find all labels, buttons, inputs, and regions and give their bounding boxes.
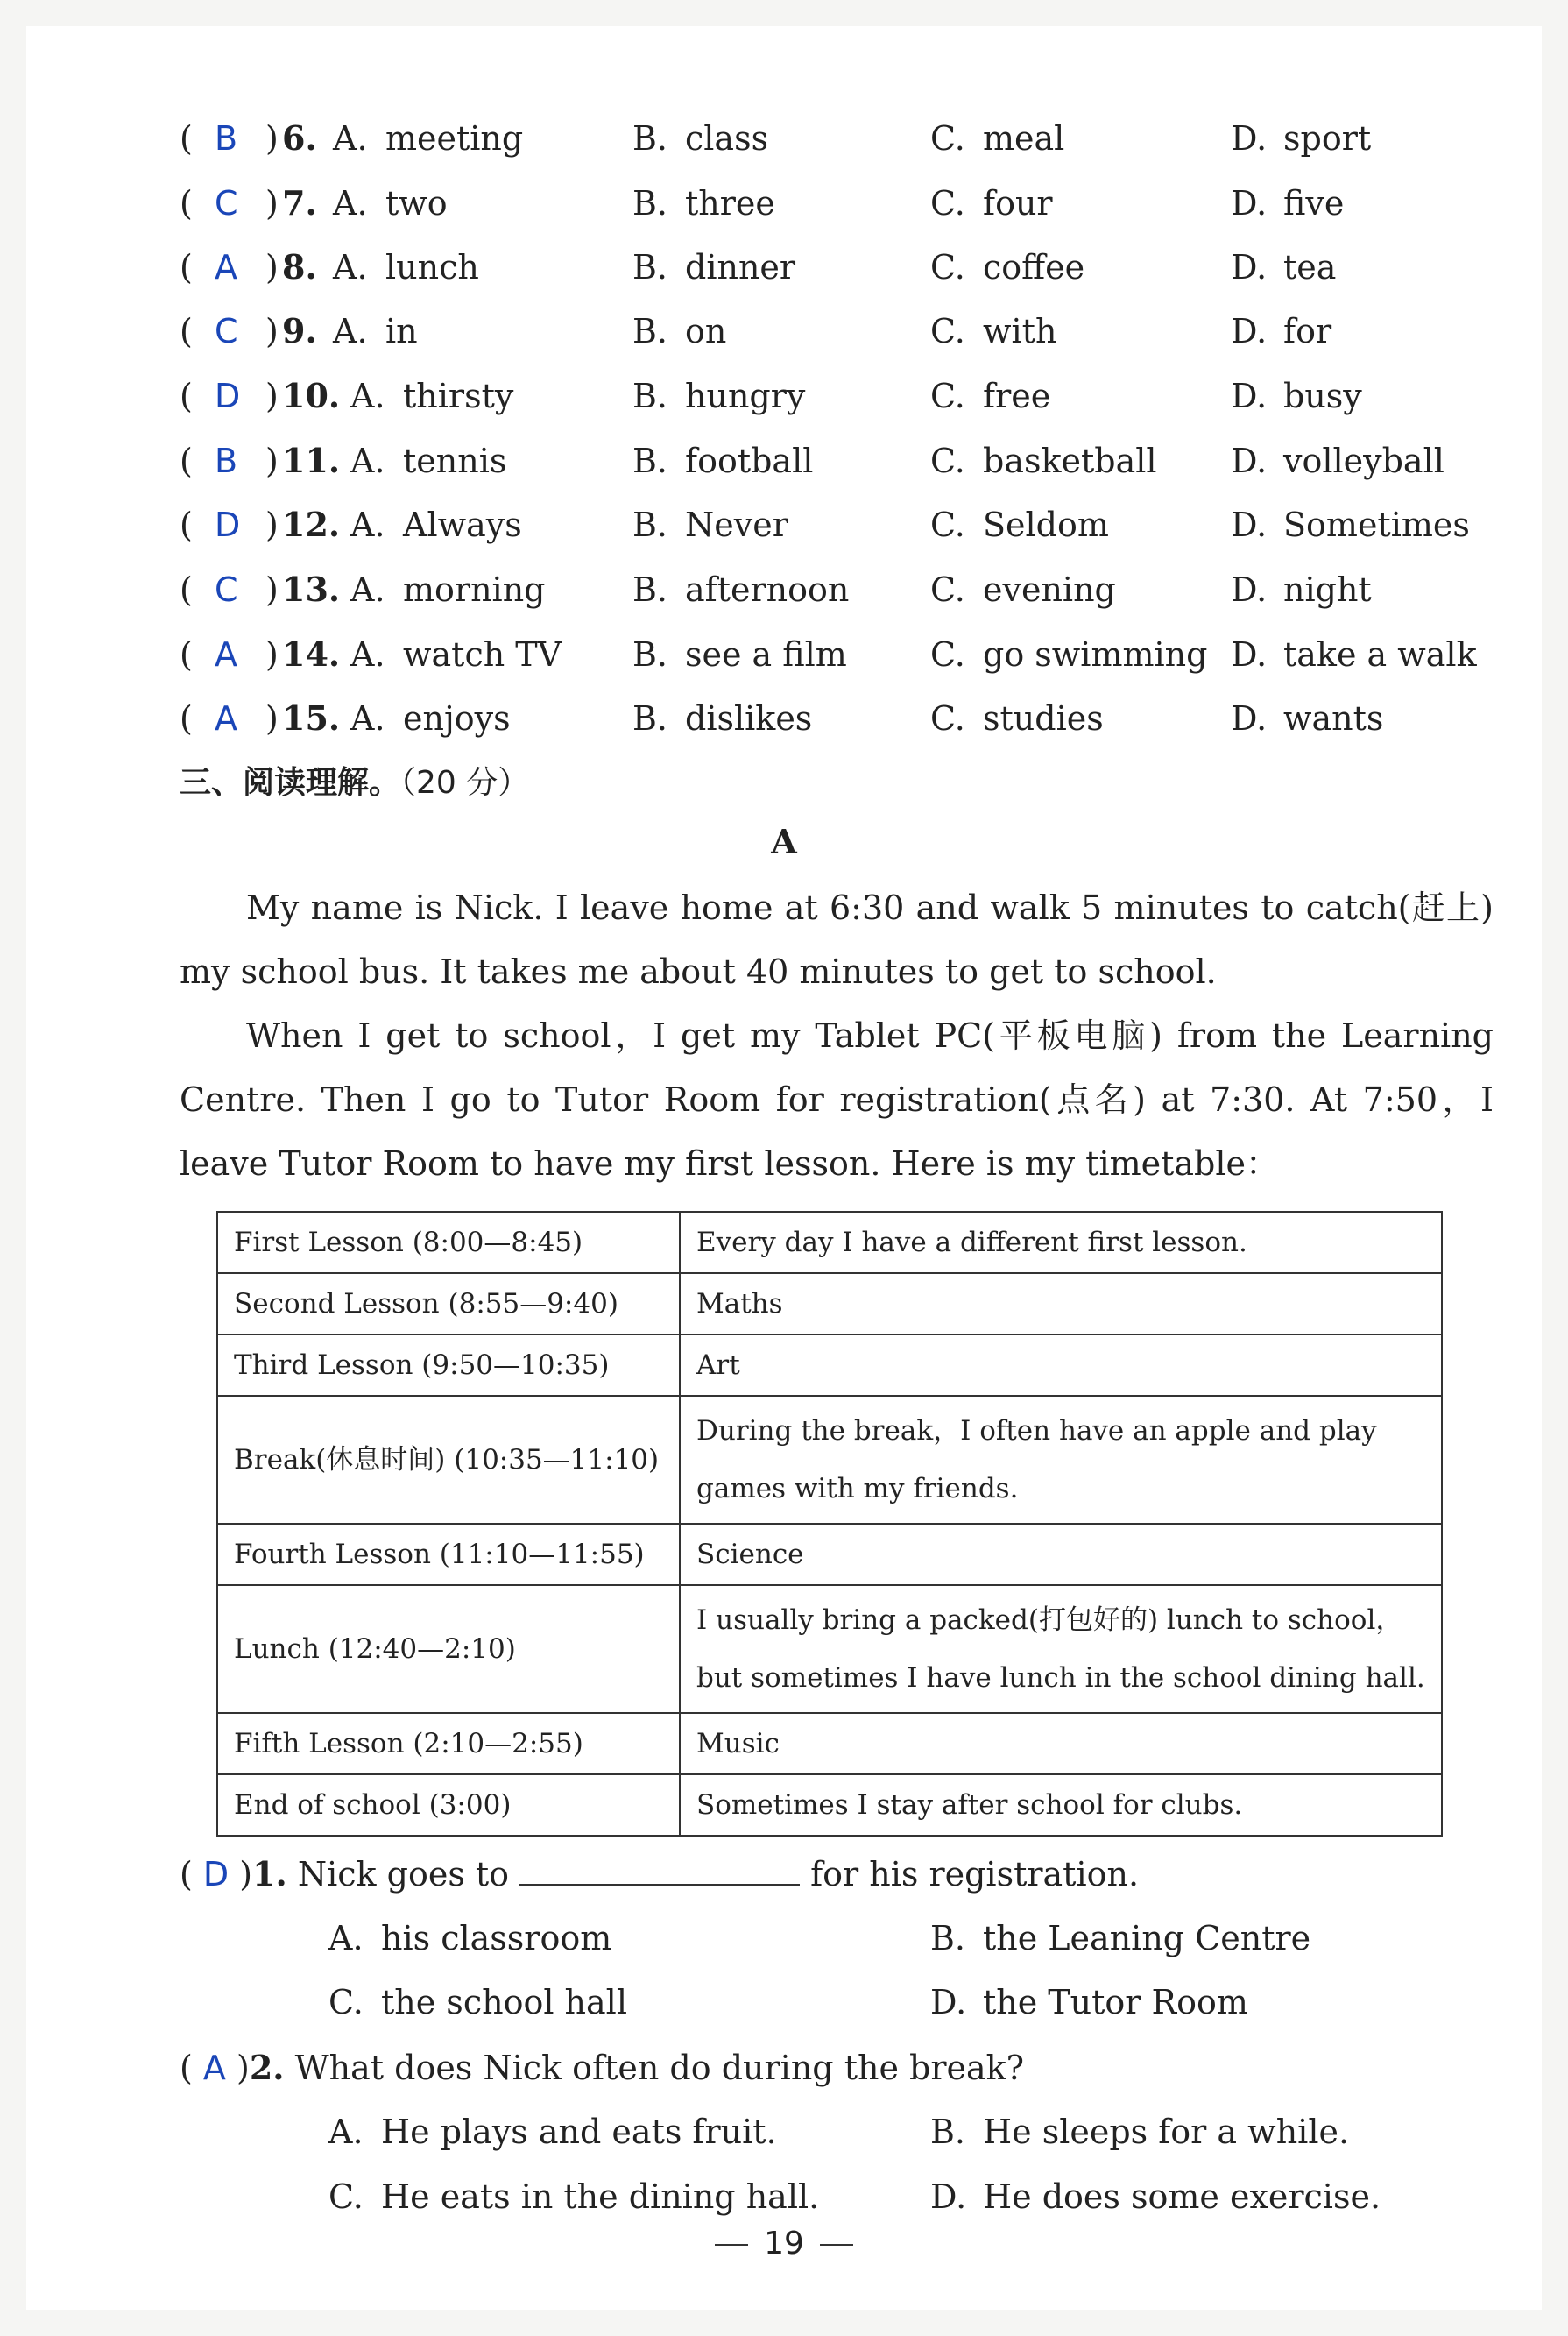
answer-mark: C <box>215 184 238 223</box>
mcq-row: ( A ) 8. A. lunch B. dinner C. coffee D. tea <box>0 241 1489 294</box>
question-number: 13. <box>282 570 341 609</box>
option-a: A. Always <box>350 506 522 544</box>
question-number: 11. <box>282 441 341 480</box>
slot-cell: Third Lesson (9:50—10:35) <box>217 1334 680 1396</box>
page-number-value: 19 <box>764 2226 804 2262</box>
answer-mark: A <box>202 2049 226 2087</box>
choice-c: C. the school hall <box>328 1983 627 2021</box>
table-row <box>217 1334 1442 1396</box>
desc-cell: Science <box>680 1524 1442 1585</box>
option-a: A. thirsty <box>350 377 514 415</box>
option-a: A. two <box>333 184 448 223</box>
option-a: A. enjoys <box>350 699 511 738</box>
table-row <box>217 1774 1442 1836</box>
option-a: A. morning <box>350 570 546 609</box>
table-row <box>217 1524 1442 1585</box>
table-row <box>217 1273 1442 1334</box>
answer-mark: C <box>215 570 238 609</box>
desc-cell: Maths <box>680 1273 1442 1334</box>
slot-cell: Fourth Lesson (11:10—11:55) <box>217 1524 680 1585</box>
option-a: A. in <box>333 312 418 350</box>
question-number: 8. <box>282 247 317 287</box>
option-d: D. tea <box>1231 248 1337 287</box>
section-title: 三、阅读理解。 <box>180 765 401 801</box>
option-b: B. on <box>632 312 727 350</box>
slot-cell: Lunch (12:40—2:10) <box>217 1585 680 1713</box>
question-number: 6. <box>282 118 317 158</box>
option-c: C. coffee <box>930 248 1085 287</box>
question-2: ( A )2. What does Nick often do during the break? <box>180 2048 1025 2087</box>
slot-cell: First Lesson (8:00—8:45) <box>217 1212 680 1273</box>
page-number <box>0 2226 1568 2262</box>
option-d: D. five <box>1231 184 1345 223</box>
mcq-row: ( A ) 15. A. enjoys B. dislikes C. studies D. wants <box>0 692 1489 745</box>
option-c: C. Seldom <box>930 506 1109 544</box>
answer-mark: D <box>215 377 241 415</box>
desc-cell: I usually bring a packed(打包好的) lunch to school，but sometimes I have lunch in the school dining hall. <box>680 1585 1442 1713</box>
option-b: B. football <box>632 442 814 480</box>
question-number: 9. <box>282 311 317 350</box>
question-stem-start: Nick goes to <box>297 1855 510 1894</box>
slot-cell: Break(休息时间) (10:35—11:10) <box>217 1396 680 1524</box>
mcq-row: ( A ) 14. A. watch TV B. see a film C. go swimming D. take a walk <box>0 628 1489 681</box>
question-stem-end: for his registration. <box>810 1855 1140 1894</box>
option-c: C. free <box>930 377 1051 415</box>
choice-d: D. the Tutor Room <box>930 1983 1248 2021</box>
slot-cell: End of school (3:00) <box>217 1774 680 1836</box>
mcq-row: ( C ) 9. A. in B. on C. with D. for <box>0 305 1489 357</box>
choice-a: A. He plays and eats fruit. <box>328 2113 777 2151</box>
dash-right <box>820 2244 853 2246</box>
question-number: 1. <box>252 1854 287 1894</box>
question-1: ( D )1. Nick goes to for his registration. <box>180 1848 1494 1901</box>
option-c: C. evening <box>930 570 1116 609</box>
answer-mark: B <box>215 119 238 158</box>
choice-b: B. He sleeps for a while. <box>930 2113 1350 2151</box>
option-a: A. meeting <box>333 119 524 158</box>
option-c: C. meal <box>930 119 1065 158</box>
option-d: D. busy <box>1231 377 1362 415</box>
paragraph-1: My name is Nick. I leave home at 6:30 and walk 5 minutes to catch(赶上) my school bus. It takes me about 40 minutes to get to school. <box>180 888 1494 991</box>
question-number: 10. <box>282 376 341 415</box>
answer-mark: D <box>202 1855 230 1894</box>
mcq-row: ( B ) 6. A. meeting B. class C. meal D. sport <box>0 112 1489 165</box>
timetable <box>216 1211 1443 1837</box>
choice-c: C. He eats in the dining hall. <box>328 2177 820 2216</box>
paren: ( <box>180 119 193 158</box>
section-heading <box>180 758 529 803</box>
option-a: A. lunch <box>333 248 479 287</box>
question-number: 2. <box>249 2048 285 2087</box>
desc-cell: Sometimes I stay after school for clubs. <box>680 1774 1442 1836</box>
slot-cell: Second Lesson (8:55—9:40) <box>217 1273 680 1334</box>
answer-mark: A <box>215 699 237 738</box>
desc-cell: During the break，I often have an apple and play games with my friends. <box>680 1396 1442 1524</box>
option-d: D. volleyball <box>1231 442 1444 480</box>
answer-mark: A <box>215 248 237 287</box>
mcq-row: ( D ) 12. A. Always B. Never C. Seldom D. Sometimes <box>0 499 1489 551</box>
choice-b: B. the Leaning Centre <box>930 1919 1311 1957</box>
option-d: D. wants <box>1231 699 1384 738</box>
option-b: B. Never <box>632 506 788 544</box>
table-row <box>217 1713 1442 1774</box>
option-b: B. class <box>632 119 769 158</box>
option-d: D. night <box>1231 570 1372 609</box>
section-score: （20 分） <box>400 765 530 801</box>
option-b: B. dislikes <box>632 699 813 738</box>
dash-left <box>715 2244 748 2246</box>
option-b: B. hungry <box>632 377 806 415</box>
answer-mark: C <box>215 312 238 350</box>
question-number: 12. <box>282 505 341 544</box>
option-c: C. studies <box>930 699 1104 738</box>
mcq-row: ( C ) 13. A. morning B. afternoon C. evening D. night <box>0 563 1489 616</box>
table-row <box>217 1396 1442 1524</box>
option-b: B. afternoon <box>632 570 850 609</box>
option-d: D. Sometimes <box>1231 506 1470 544</box>
mcq-row: ( C ) 7. A. two B. three C. four D. five <box>0 177 1489 230</box>
question-number: 15. <box>282 698 341 738</box>
answer-blank <box>519 1851 800 1886</box>
desc-cell: Music <box>680 1713 1442 1774</box>
passage-title: A <box>771 822 797 861</box>
desc-cell: Every day I have a different first lesson. <box>680 1212 1442 1273</box>
option-c: C. with <box>930 312 1057 350</box>
option-b: B. dinner <box>632 248 796 287</box>
option-d: D. for <box>1231 312 1332 350</box>
question-stem: What does Nick often do during the break? <box>294 2049 1025 2087</box>
mcq-row: ( B ) 11. A. tennis B. football C. basketball D. volleyball <box>0 435 1489 487</box>
option-d: D. take a walk <box>1231 635 1477 674</box>
option-c: C. go swimming <box>930 635 1208 674</box>
option-a: A. tennis <box>350 442 507 480</box>
option-a: A. watch TV <box>350 635 562 674</box>
choice-d: D. He does some exercise. <box>930 2177 1381 2216</box>
table-row <box>217 1212 1442 1273</box>
paragraph-2: When I get to school，I get my Tablet PC(平板电脑) from the Learning Centre. Then I go to Tutor Room for registration(点名) at 7:30. At 7:50，I leave Tutor Room to have my first lesson. Here is my timetable： <box>180 1016 1494 1183</box>
table-row <box>217 1585 1442 1713</box>
answer-mark: B <box>215 442 238 480</box>
desc-cell: Art <box>680 1334 1442 1396</box>
slot-cell: Fifth Lesson (2:10—2:55) <box>217 1713 680 1774</box>
option-c: C. basketball <box>930 442 1157 480</box>
answer-mark: D <box>215 506 241 544</box>
option-c: C. four <box>930 184 1053 223</box>
answer-mark: A <box>215 635 237 674</box>
mcq-row: ( D ) 10. A. thirsty B. hungry C. free D. busy <box>0 370 1489 422</box>
option-b: B. three <box>632 184 775 223</box>
choice-a: A. his classroom <box>328 1919 612 1957</box>
question-number: 14. <box>282 634 341 674</box>
option-b: B. see a film <box>632 635 847 674</box>
question-number: 7. <box>282 183 317 223</box>
option-d: D. sport <box>1231 119 1372 158</box>
